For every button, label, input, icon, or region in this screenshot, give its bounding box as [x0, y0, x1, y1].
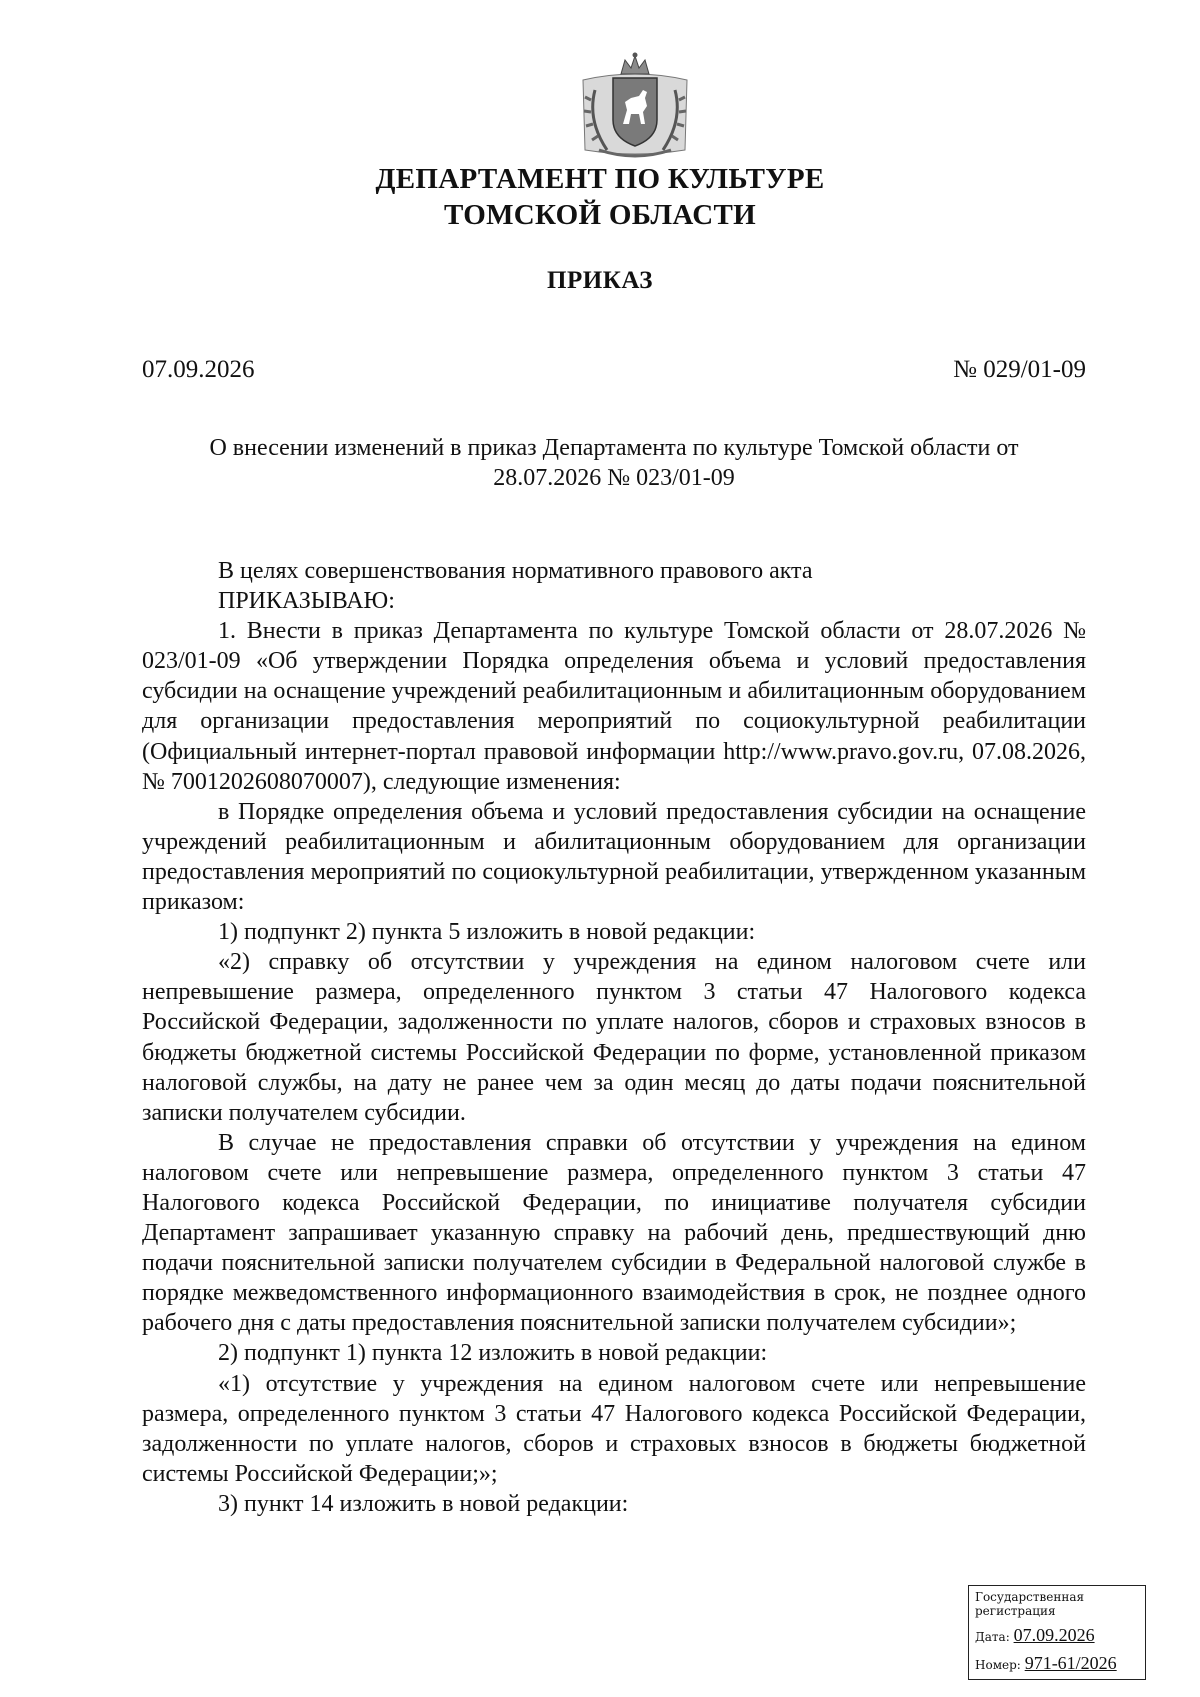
stamp-title: Государственная регистрация [975, 1590, 1085, 1618]
subject-line1: О внесении изменений в приказ Департамента по культуре Томской области от [209, 435, 1019, 461]
stamp-date-label: Дата: [975, 1630, 1010, 1644]
document-subject [142, 433, 1086, 493]
document-type: ПРИКАЗ [547, 267, 653, 294]
stamp-number-row [975, 1650, 1139, 1678]
stamp-number-label: Номер: [975, 1658, 1021, 1672]
body-paragraph-quote1: «1) отсутствие у учреждения на едином налоговом счете или непревышение размера, определенного пунктом 3 статьи 47 Налогового кодекса Российской Федерации, задолженности по уплате налогов, сборов и страховых взносов в бюджеты бюджетной системы Российской Федерации;»; [142, 1370, 1086, 1487]
body-paragraph-case: В случае не предоставления справки об отсутствии у учреждения на едином налоговом счете или непревышение размера, определенного пунктом 3 статьи 47 Налогового кодекса Российской Федерации, по инициативе получателя субсидии Департамент запрашивает указанную справку на рабочий день, предшествующий дню подачи пояснительной записки получателем субсидии в Федеральной налоговой службе в порядке межведомственного информационного взаимодействия в срок, не позднее одного рабочего дня с даты предоставления пояснительной записки получателем субсидии»; [142, 1129, 1086, 1337]
document-number: № 029/01-09 [953, 356, 1086, 383]
body-paragraph-procedure: в Порядке определения объема и условий предоставления субсидии на оснащение учреждений реабилитационным и абилитационным оборудованием для организации предоставления мероприятий по социокультурной реабилитации, утвержденном указанным приказом: [142, 798, 1086, 916]
coat-of-arms-emblem [573, 50, 697, 162]
body-paragraph-quote2: «2) справку об отсутствии у учреждения на едином налоговом счете или непревышение размера, определенного пунктом 3 статьи 47 Налогового кодекса Российской Федерации, задолженности по уплате налогов, сборов и страховых взносов в бюджеты бюджетной системы Российской Федерации по форме, установленной приказом налоговой службы, на дату не ранее чем за один месяц до даты подачи пояснительной записки получателем субсидии. [142, 949, 1086, 1126]
stamp-date-value: 07.09.2026 [1013, 1625, 1095, 1645]
body-paragraph-order: ПРИКАЗЫВАЮ: [218, 588, 395, 615]
stamp-date-row [975, 1622, 1139, 1650]
document-body [142, 556, 1086, 1519]
body-paragraph-subitem3: 3) пункт 14 изложить в новой редакции: [218, 1490, 629, 1517]
body-paragraph-subitem1: 1) подпункт 2) пункта 5 изложить в новой редакции: [218, 919, 756, 946]
organization-name-line2: ТОМСКОЙ ОБЛАСТИ [444, 199, 756, 231]
body-paragraph-purpose: В целях совершенствования нормативного правового акта [218, 558, 813, 584]
document-date: 07.09.2026 [142, 356, 255, 383]
registration-stamp [968, 1585, 1146, 1680]
stamp-number-value: 971-61/2026 [1024, 1653, 1117, 1673]
body-paragraph-subitem2: 2) подпункт 1) пункта 12 изложить в новой редакции: [218, 1340, 768, 1367]
organization-name-line1: ДЕПАРТАМЕНТ ПО КУЛЬТУРЕ [375, 163, 825, 195]
subject-line2: 28.07.2026 № 023/01-09 [493, 465, 735, 491]
body-paragraph-item1: 1. Внести в приказ Департамента по культуре Томской области от 28.07.2026 № 023/01-09 «Об утверждении Порядка определения объема и условий предоставления субсидии на оснащение учреждений реабилитационным и абилитационным оборудованием для организации предоставления мероприятий по социокультурной реабилитации (Официальный интернет-портал правовой информации http://www.pravo.gov.ru, 07.08.2026, № 7001202608070007), следующие изменения: [142, 618, 1086, 795]
